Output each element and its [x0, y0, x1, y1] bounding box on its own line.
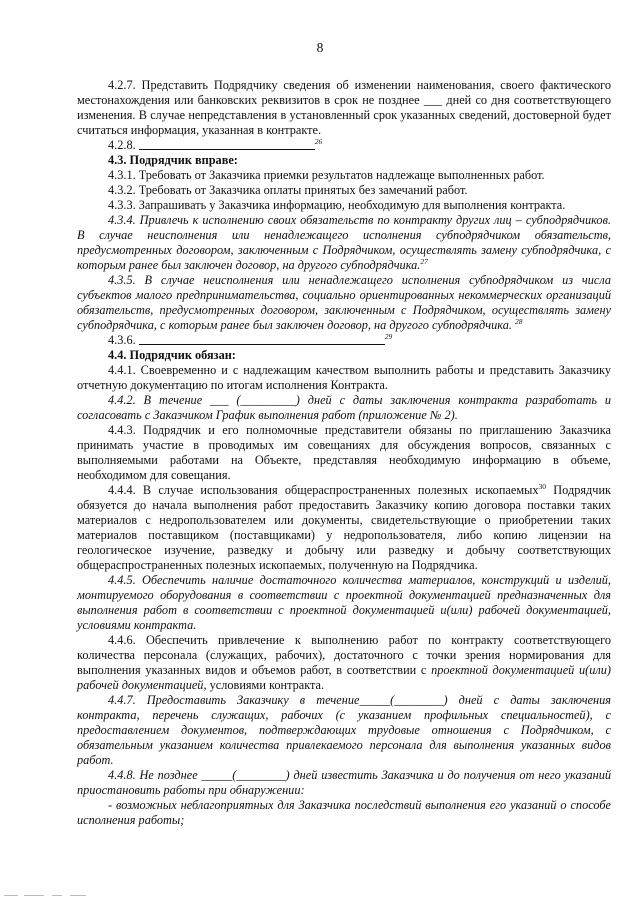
clause-4-4-2: 4.4.2. В течение ___ (_________) дней с даты заключения контракта разработать и согласовать с Заказчиком График выполнения работ (приложение № 2). [77, 393, 611, 422]
clause-4-2-8 [77, 138, 611, 153]
scan-artifacts [0, 895, 120, 901]
page-number: 8 [316, 40, 324, 55]
clause-4-4-3: 4.4.3. Подрядчик и его полномочные представители обязаны по приглашению Заказчика принимать участие в проводимых им совещаниях для обсуждения вопросов, связанных с выполняемыми работами на Объекте, представляя необходимую информацию в объеме, необходимом для совещания. [77, 423, 611, 482]
clause-4-4-8-item-1: - возможных неблагоприятных для Заказчика последствий выполнения его указаний о способе исполнения работы; [77, 798, 611, 827]
heading-4-3: 4.3. Подрядчик вправе: [108, 153, 238, 167]
footnote-ref-28: 28 [515, 317, 523, 326]
clause-4-3-3: 4.3.3. Запрашивать у Заказчика информацию, необходимую для выполнения контракта. [108, 198, 566, 212]
scan-speck [4, 895, 18, 896]
fill-in-blank [139, 138, 315, 150]
clause-4-3-6-number: 4.3.6. [108, 333, 136, 347]
clause-4-3-4-text: 4.3.4. Привлечь к исполнению своих обязательств по контракту других лиц – субподрядчиков. В случае неисполнения или ненадлежащего исполнения субподрядчиком обязательств, предусмотренных договором, заключенным с Подрядчиком, осуществлять замену субподрядчика, с которым ранее был заключен договор, на другого субподрядчика. [77, 213, 611, 272]
clause-4-4-8: 4.4.8. Не позднее _____(________) дней известить Заказчика и до получения от него указаний приостановить работы при обнаружении: [77, 768, 611, 797]
scan-speck [70, 895, 86, 896]
clause-4-2-8-number: 4.2.8. [108, 138, 136, 152]
clause-4-3-5-text: 4.3.5. В случае неисполнения или ненадлежащего исполнения субподрядчиком из числа субъектов малого предпринимательства, социально ориентированных некоммерческих организаций обязательств, предусмотренных договором, заключенным с Подрядчиком, осуществлять замену субподрядчика, с которым ранее был заключен договор, на другого субподрядчика. [77, 273, 611, 332]
clause-4-4-7: 4.4.7. Предоставить Заказчику в течение_____(________) дней с даты заключения контракта, перечень служащих, рабочих (с указанием профильных специальностей), с предоставлением документов, подтверждающих трудовые отношения с Подрядчиком, с обязательным указанием количества привлекаемого персонала для выполнения указанных видов работ. [77, 693, 611, 767]
scan-speck [24, 895, 44, 896]
clause-4-3-6 [77, 333, 611, 348]
clause-4-4-6 [77, 633, 611, 693]
footnote-ref-29: 29 [384, 332, 393, 341]
scan-speck [52, 895, 62, 896]
clause-4-3-2: 4.3.2. Требовать от Заказчика оплаты принятых без замечаний работ. [108, 183, 468, 197]
clause-4-3-5 [77, 273, 611, 333]
clause-4-4-1: 4.4.1. Своевременно и с надлежащим качеством выполнить работы и представить Заказчику отчетную документацию по итогам исполнения Контракта. [77, 363, 611, 392]
document-body [77, 78, 611, 828]
clause-4-4-6-end: условиями контракта. [209, 678, 325, 692]
clause-4-3-1: 4.3.1. Требовать от Заказчика приемки результатов надлежаще выполненных работ. [108, 168, 545, 182]
clause-4-4-4-text: Подрядчик обязуется до начала выполнения работ предоставить Заказчику копию договора поставки таких материалов с недропользователем или документы, свидетельствующие о приобретении таких материалов поставщиком (поставщиками) у недропользователя, либо копию лицензии на геологическое изучение, разведку и добычу или разведку и добычу соответствующих общераспространенных полезных ископаемых, полученную на Подрядчика. [77, 483, 612, 572]
heading-4-4: 4.4. Подрядчик обязан: [108, 348, 236, 362]
clause-4-4-6-docs: проектной документацией и(или) рабочей документацией, [77, 663, 612, 692]
clause-4-4-4-lead: 4.4.4. В случае использования общераспространенных полезных ископаемых [108, 483, 539, 497]
clause-4-4-5: 4.4.5. Обеспечить наличие достаточного количества материалов, конструкций и изделий, монтируемого оборудования в соответствии с проектной документацией предназначенных для выполнения работ в соответствии с проектной документацией и(или) рабочей документацией, условиями контракта. [77, 573, 611, 632]
clause-4-4-4 [77, 483, 611, 573]
fill-in-blank [139, 333, 385, 345]
footnote-ref-26: 26 [314, 137, 323, 146]
clause-4-4-6-text: 4.4.6. Обеспечить привлечение к выполнению работ по контракту соответствующего количества персонала (служащих, рабочих), достаточного с точки зрения нормирования для выполнения указанных видов и объемов работ, в соответствии с [77, 633, 611, 677]
footnote-ref-27: 27 [420, 257, 428, 266]
clause-4-3-4 [77, 213, 611, 273]
clause-4-2-7: 4.2.7. Представить Подрядчику сведения об изменении наименования, своего фактического местонахождения или банковских реквизитов в срок не позднее ___ дней со дня соответствующего изменения. В случае непредставления в установленный срок указанных сведений, достоверной будет считаться информация, указанная в контракте. [77, 78, 611, 137]
footnote-ref-30: 30 [538, 482, 547, 491]
